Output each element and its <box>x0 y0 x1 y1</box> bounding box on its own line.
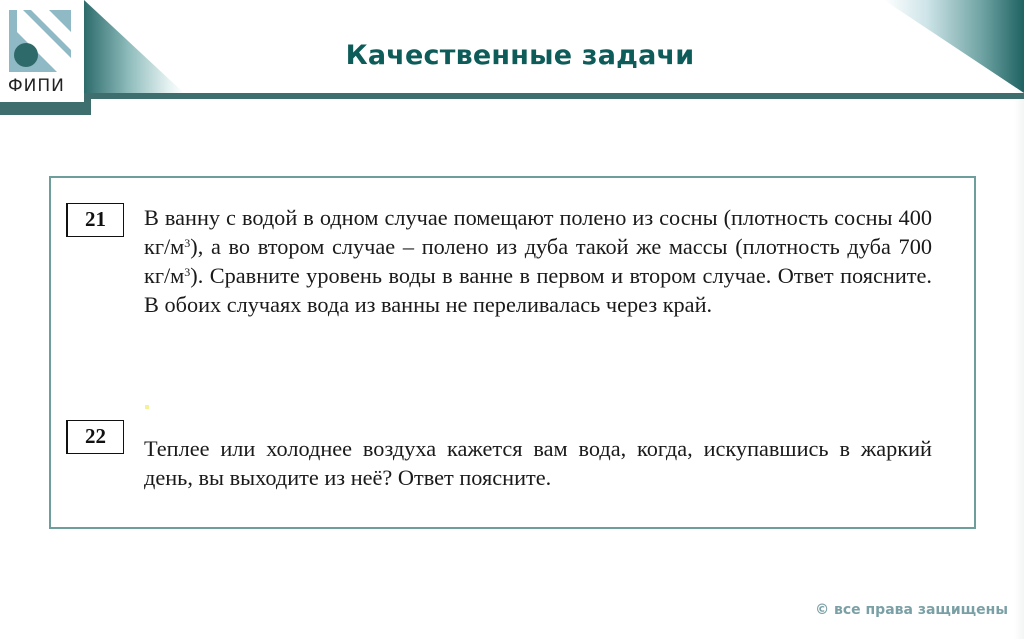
logo-shadow-vertical <box>84 93 91 115</box>
page-title: Качественные задачи <box>345 40 695 71</box>
task-text-22: Теплее или холоднее воздуха кажется вам вода, когда, искупавшись в жаркий день, вы выходите из неё? Ответ поясните. <box>144 436 932 490</box>
task-21-part-1: В ванну с водой в одном случае помещают полено из сосны (плотность сосны 400 кг/м <box>144 205 932 259</box>
stray-mark <box>145 405 149 409</box>
task-21-part-3: ). Сравните уровень воды в ванне в первом и втором случае. Ответ поясните. В обоих случаях вода из ванны не переливалась через край. <box>144 263 932 317</box>
header-divider <box>84 93 1024 99</box>
task-21-part-2: ), а во втором случае – полено из дуба такой же массы (плотность дуба 700 кг/м <box>144 234 932 288</box>
copyright-notice: © все права защищены <box>815 602 1008 618</box>
superscript-3: 3 <box>184 265 191 279</box>
superscript-3: 3 <box>184 236 191 250</box>
task-number-21: 21 <box>66 203 124 237</box>
task-text-21 <box>144 203 932 319</box>
logo-shadow <box>0 102 91 115</box>
logo-text: ФИПИ <box>8 76 65 96</box>
task-number-22: 22 <box>66 420 124 454</box>
